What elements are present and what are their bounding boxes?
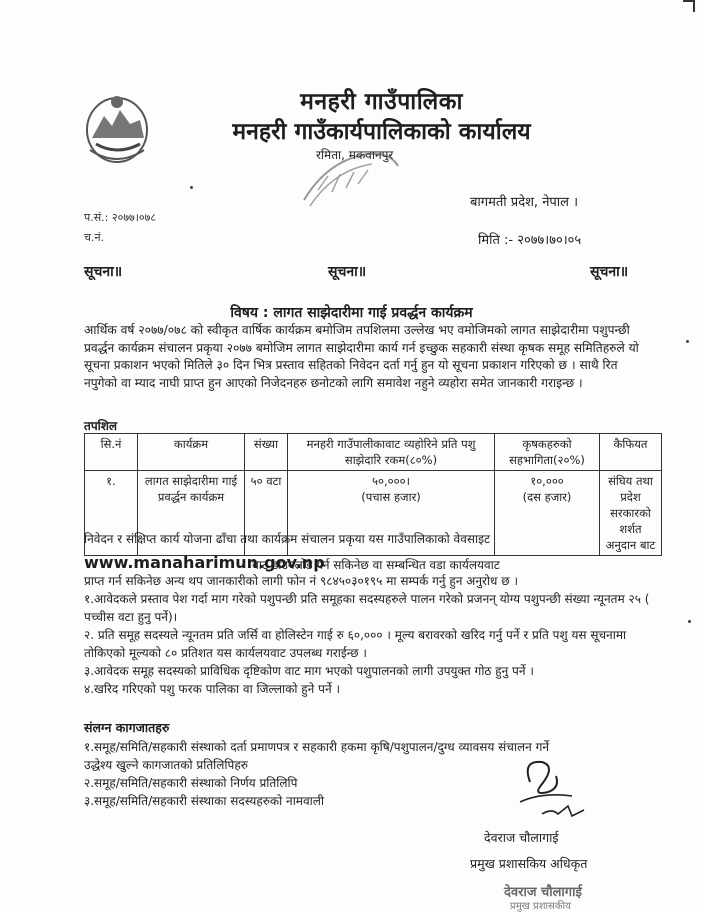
enclosures-list: [84, 738, 554, 810]
cell-program: लागत साझेदारीमा गाई प्रवर्द्धन कार्यक्रम: [138, 471, 245, 556]
cell-quantity: ५० वटा: [245, 471, 288, 556]
website-note: बाट डाउनलोड गर्न सकिनेछ वा सम्बन्धित वडा कार्यलयवाट: [252, 558, 500, 572]
enclosure-item: ३.समूह/समिति/सहकारी संस्थाका सदस्यहरुको नामवाली: [84, 794, 325, 808]
speck: [190, 186, 193, 189]
cell-farmer-share: १०,००० (दस हजार): [495, 471, 600, 556]
enclosures-heading: संलग्न कागजातहरु: [84, 720, 170, 735]
condition-item: ३.आवेदक समूह सदस्यको प्राविधिक दृष्टिकोण वाट माग भएको पशुपालनको लागी उपयुक्त गोठ हुनु पर्ने ।: [84, 664, 534, 678]
header-cell-program: कार्यक्रम: [138, 434, 245, 471]
dispatch-number: च.नं.: [84, 231, 105, 244]
reference-number: प.सं.: २०७७।०७८: [84, 211, 157, 224]
contact-line: प्राप्त गर्न सकिनेछ अन्य थप जानकारीको लागी फोन नं ९८४५०३०१९५ मा सम्पर्क गर्नु हुन अनुरोध छ ।: [84, 574, 518, 588]
condition-item: २. प्रति समूह सदस्यले न्यूनतम प्रति जर्सि वा होलिस्टेन गाई रु ६०,००० । मूल्य बरावरको खरिद गर्नु पर्ने र प्रति पशु यस सूचनामा तोकिएको मूल्यको ८० प्रतिशत यस कार्यलयवाट उपलब्ध गराईन्छ ।: [84, 628, 627, 660]
office-seal-stamp: [298, 140, 404, 210]
details-heading: तपशिल: [84, 419, 118, 433]
letter-date: मिति :- २०७७।७०।०५: [478, 233, 582, 248]
notice-body-paragraph: आर्थिक वर्ष २०७७/०७८ को स्वीकृत वार्षिक कार्यक्रम बमोजिम तपशिलमा उल्लेख भए वमोजिमको लागत साझेदारीमा पशुपन्छी प्रवर्द्धन कार्यक्रम संचालन प्रकृया २०७७ बमोजिम लागत साझेदारीमा कार्य गर्न इच्छुक सहकारी संस्था कृषक समूह समितिहरुले यो सूचना प्रकाशन भएको मितिले ३० दिन भित्र प्रस्ताव सहितको निवेदन दर्ता गर्नु हुन यो सूचना प्रकाशन गरिएको छ । साथै रित नपुगेको वा म्याद नाघी प्राप्त हुन आएको निजेदनहरु छनोटको लागि समावेश नहुने व्यहोरा समेत जानकारी गराइन्छ ।: [84, 323, 639, 390]
website-link[interactable]: www.manaharimun.gov.np: [84, 553, 325, 572]
cell-sn: १.: [85, 471, 138, 556]
province-line: बागमती प्रदेश, नेपाल ।: [470, 195, 579, 210]
handwritten-signature: [512, 752, 592, 822]
speck: [686, 340, 689, 343]
enclosure-item: १.समूह/समिति/सहकारी संस्थाको दर्ता प्रमाणपत्र र सहकारी हकमा कृषि/पशुपालन/दुग्ध व्यावसय संचालन गर्ने उद्धेश्य खुल्ने कागजातको प्रतिलिपिहरु: [84, 740, 550, 772]
notice-heading-left: सूचना॥: [84, 264, 123, 280]
signatory-stamp-name: देवराज चौलागाई: [504, 885, 582, 900]
enclosure-item: २.समूह/समिति/सहकारी संस्थाको निर्णय प्रतिलिपि: [84, 776, 298, 790]
table-header-row: [85, 434, 662, 471]
page-corner-mark: [683, 0, 695, 12]
conditions-list: [84, 572, 664, 698]
office-address: रमिता, मकवानपुर: [316, 148, 394, 162]
office-title: मनहरी गाउँकार्यपालिकाको कार्यालय: [232, 119, 531, 145]
signatory-name: देवराज चौलागाई: [484, 830, 559, 845]
condition-item: ४.खरिद गरिएको पशु फरक पालिका वा जिल्लाको हुने पर्ने ।: [84, 682, 340, 696]
cell-municipal-share: ५०,०००। (पचास हजार): [288, 471, 495, 556]
application-note: निवेदन र संक्षिप्त कार्य योजना ढाँचा तथा कार्यक्रम संचालन प्रकृया यस गाउँपालिकाको वेवसाइट: [84, 532, 491, 546]
header-cell-farmer-share: कृषकहरुको सहभागिता(२०%): [495, 434, 600, 471]
subject-line: विषय : लागत साझेदारीमा गाई प्रवर्द्धन कार्यक्रम: [230, 305, 473, 321]
header-cell-quantity: संख्या: [245, 434, 288, 471]
header-cell-sn: सि.नं: [85, 434, 138, 471]
municipality-title: मनहरी गाउँपालिका: [300, 89, 463, 115]
header-cell-municipal-share: मनहरी गाउँपालीकावाट व्यहोरिने प्रति पशु साझेदारि रकम(८०%): [288, 434, 495, 471]
notice-heading-center: सूचना॥: [328, 264, 367, 280]
signatory-stamp-title: प्रमुख प्रशासकीय: [510, 901, 571, 912]
notice-heading-right: सूचना॥: [590, 264, 629, 280]
signatory-title: प्रमुख प्रशासकिय अधिकृत: [470, 856, 588, 871]
speck: [688, 620, 691, 623]
cell-remarks: संघिय तथा प्रदेश सरकारको शर्शत अनुदान बाट: [600, 471, 662, 556]
header-cell-remarks: कैफियत: [600, 434, 662, 471]
condition-item: १.आवेदकले प्रस्ताव पेश गर्दा माग गरेको पशुपन्छी प्रति समूहका सदस्यहरुले पालन गरेको प्रजनन् योग्य पशुपन्छी संख्या न्यूनतम २५ ( पच्चीस वटा हुनु पर्ने)।: [84, 592, 650, 624]
